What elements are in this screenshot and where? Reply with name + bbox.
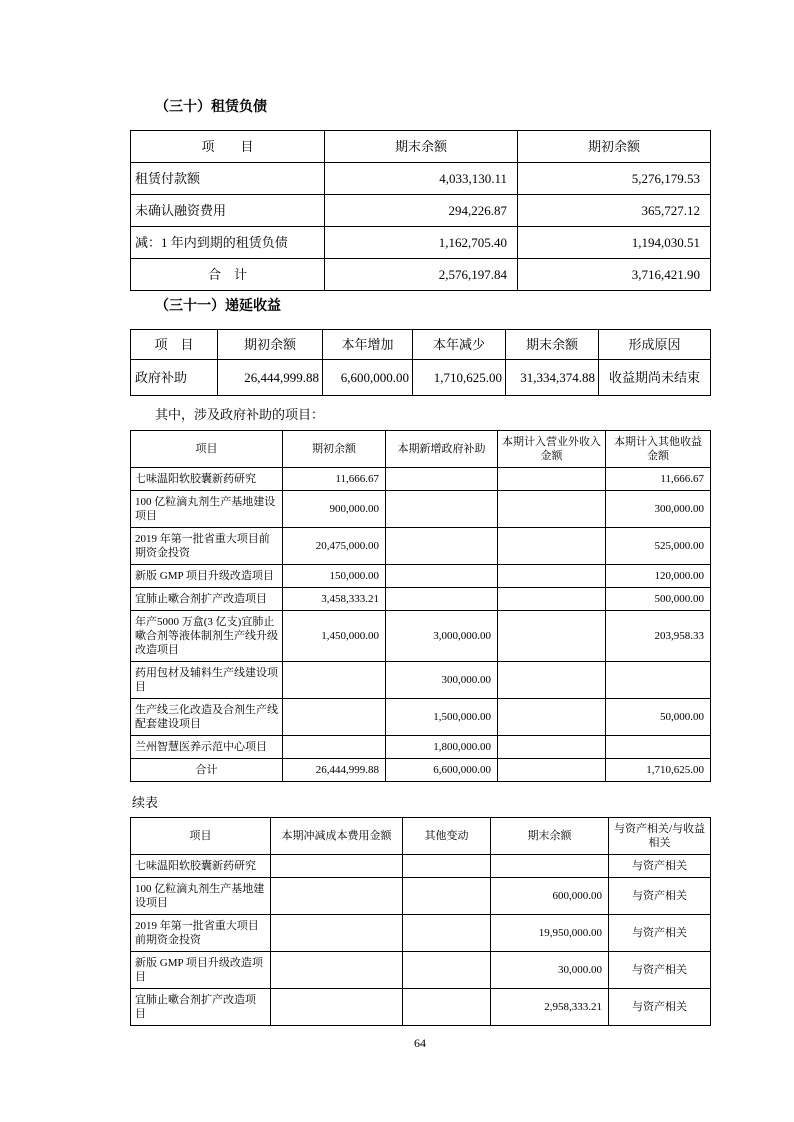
amount-cell <box>283 736 386 759</box>
amount-cell <box>403 989 491 1026</box>
project-name: 2019 年第一批省重大项目前期资金投资 <box>131 528 283 565</box>
table-row <box>131 699 711 736</box>
project-name: 新版 GMP 项目升级改造项目 <box>131 952 271 989</box>
amount-cell <box>271 878 403 915</box>
section-30-heading: （三十）租赁负债 <box>155 100 267 115</box>
table-row <box>131 468 711 491</box>
row-label: 政府补助 <box>131 360 218 396</box>
column-header-ending-balance: 期末余额 <box>506 330 599 360</box>
column-header-project: 项目 <box>131 818 271 855</box>
amount-cell: 120,000.00 <box>606 565 711 588</box>
table-row <box>131 855 711 878</box>
amount-cell: 1,710,625.00 <box>413 360 506 396</box>
project-name: 七味温阳软胶囊新药研究 <box>131 468 283 491</box>
amount-cell: 2,576,197.84 <box>325 259 518 291</box>
column-header-decrease: 本年减少 <box>413 330 506 360</box>
relation-cell: 与资产相关 <box>609 989 711 1026</box>
amount-cell: 30,000.00 <box>491 952 609 989</box>
table-header-row <box>131 330 711 360</box>
government-grants-continued-table <box>130 817 711 1026</box>
amount-cell: 525,000.00 <box>606 528 711 565</box>
amount-cell <box>498 468 606 491</box>
column-header-asset-or-income-related: 与资产相关/与收益相关 <box>609 818 711 855</box>
relation-cell: 与资产相关 <box>609 915 711 952</box>
relation-cell: 与资产相关 <box>609 855 711 878</box>
table-row <box>131 163 711 195</box>
table-row <box>131 989 711 1026</box>
amount-cell: 300,000.00 <box>606 491 711 528</box>
table-row <box>131 611 711 662</box>
reason-cell: 收益期尚未结束 <box>599 360 711 396</box>
column-header-beginning-balance: 期初余额 <box>283 431 386 468</box>
amount-cell: 900,000.00 <box>283 491 386 528</box>
amount-cell: 11,666.67 <box>606 468 711 491</box>
amount-cell: 6,600,000.00 <box>386 759 498 782</box>
amount-cell <box>403 952 491 989</box>
column-header-item: 项 目 <box>131 330 218 360</box>
project-name: 七味温阳软胶囊新药研究 <box>131 855 271 878</box>
amount-cell <box>403 878 491 915</box>
total-row-label: 合 计 <box>131 259 325 291</box>
amount-cell <box>498 611 606 662</box>
amount-cell: 26,444,999.88 <box>218 360 323 396</box>
continued-table-label: 续表 <box>132 795 159 810</box>
column-header-reason: 形成原因 <box>599 330 711 360</box>
column-header-increase: 本年增加 <box>323 330 413 360</box>
project-name: 新版 GMP 项目升级改造项目 <box>131 565 283 588</box>
amount-cell: 4,033,130.11 <box>325 163 518 195</box>
amount-cell <box>498 662 606 699</box>
table-row <box>131 662 711 699</box>
amount-cell: 500,000.00 <box>606 588 711 611</box>
row-label: 减：1 年内到期的租赁负债 <box>131 227 325 259</box>
table-row <box>131 915 711 952</box>
table-row-total <box>131 259 711 291</box>
page-number: 64 <box>414 1036 426 1050</box>
table-row <box>131 952 711 989</box>
project-name: 兰州智慧医养示范中心项目 <box>131 736 283 759</box>
column-header-ending-balance: 期末余额 <box>325 131 518 163</box>
column-header-other-changes: 其他变动 <box>403 818 491 855</box>
table-row <box>131 588 711 611</box>
project-name: 药用包材及辅料生产线建设项目 <box>131 662 283 699</box>
table-row <box>131 360 711 396</box>
amount-cell: 5,276,179.53 <box>518 163 711 195</box>
amount-cell: 19,950,000.00 <box>491 915 609 952</box>
table-header-row <box>131 131 711 163</box>
row-label: 未确认融资费用 <box>131 195 325 227</box>
project-name: 100 亿粒滴丸剂生产基地建设项目 <box>131 878 271 915</box>
amount-cell: 26,444,999.88 <box>283 759 386 782</box>
row-label: 租赁付款额 <box>131 163 325 195</box>
table-row <box>131 227 711 259</box>
amount-cell: 150,000.00 <box>283 565 386 588</box>
amount-cell <box>498 565 606 588</box>
table-row <box>131 736 711 759</box>
amount-cell <box>386 491 498 528</box>
table-row-total <box>131 759 711 782</box>
lease-liabilities-table <box>130 130 711 291</box>
column-header-beginning-balance: 期初余额 <box>518 131 711 163</box>
page-content <box>130 98 710 1026</box>
amount-cell: 294,226.87 <box>325 195 518 227</box>
amount-cell <box>498 491 606 528</box>
column-header-new-grants: 本期新增政府补助 <box>386 431 498 468</box>
amount-cell <box>498 759 606 782</box>
amount-cell <box>498 736 606 759</box>
amount-cell: 1,450,000.00 <box>283 611 386 662</box>
column-header-beginning-balance: 期初余额 <box>218 330 323 360</box>
project-name: 2019 年第一批省重大项目前期资金投资 <box>131 915 271 952</box>
project-name: 年产5000 万盒(3 亿支)宜肺止嗽合剂等液体制剂生产线升级改造项目 <box>131 611 283 662</box>
government-grants-table <box>130 430 711 782</box>
total-row-label: 合计 <box>131 759 283 782</box>
amount-cell <box>606 736 711 759</box>
relation-cell: 与资产相关 <box>609 952 711 989</box>
amount-cell: 11,666.67 <box>283 468 386 491</box>
column-header-nonoperating-income: 本期计入营业外收入金额 <box>498 431 606 468</box>
table-row <box>131 878 711 915</box>
amount-cell <box>386 528 498 565</box>
table-row <box>131 195 711 227</box>
amount-cell <box>491 855 609 878</box>
amount-cell: 1,500,000.00 <box>386 699 498 736</box>
amount-cell <box>386 468 498 491</box>
amount-cell: 365,727.12 <box>518 195 711 227</box>
amount-cell: 31,334,374.88 <box>506 360 599 396</box>
amount-cell: 1,194,030.51 <box>518 227 711 259</box>
amount-cell <box>403 915 491 952</box>
deferred-income-table <box>130 329 711 396</box>
amount-cell <box>403 855 491 878</box>
column-header-other-income: 本期计入其他收益金额 <box>606 431 711 468</box>
project-name: 宜肺止嗽合剂扩产改造项目 <box>131 989 271 1026</box>
table-row <box>131 565 711 588</box>
amount-cell: 2,958,333.21 <box>491 989 609 1026</box>
column-header-item: 项 目 <box>131 131 325 163</box>
column-header-project: 项目 <box>131 431 283 468</box>
amount-cell: 20,475,000.00 <box>283 528 386 565</box>
amount-cell: 203,958.33 <box>606 611 711 662</box>
amount-cell: 600,000.00 <box>491 878 609 915</box>
project-name: 宜肺止嗽合剂扩产改造项目 <box>131 588 283 611</box>
amount-cell: 1,710,625.00 <box>606 759 711 782</box>
amount-cell: 300,000.00 <box>386 662 498 699</box>
column-header-cost-offset: 本期冲减成本费用金额 <box>271 818 403 855</box>
table-header-row <box>131 818 711 855</box>
amount-cell <box>271 952 403 989</box>
amount-cell <box>271 915 403 952</box>
amount-cell <box>283 662 386 699</box>
section-31-heading: （三十一）递延收益 <box>155 299 281 314</box>
amount-cell <box>606 662 711 699</box>
amount-cell: 3,000,000.00 <box>386 611 498 662</box>
amount-cell: 6,600,000.00 <box>323 360 413 396</box>
project-name: 100 亿粒滴丸剂生产基地建设项目 <box>131 491 283 528</box>
amount-cell: 3,716,421.90 <box>518 259 711 291</box>
amount-cell <box>271 989 403 1026</box>
project-name: 生产线三化改造及合剂生产线配套建设项目 <box>131 699 283 736</box>
table-header-row <box>131 431 711 468</box>
amount-cell <box>283 699 386 736</box>
table-row <box>131 491 711 528</box>
relation-cell: 与资产相关 <box>609 878 711 915</box>
column-header-ending-balance: 期末余额 <box>491 818 609 855</box>
table-row <box>131 528 711 565</box>
amount-cell: 1,800,000.00 <box>386 736 498 759</box>
amount-cell <box>498 699 606 736</box>
amount-cell <box>498 528 606 565</box>
amount-cell <box>386 565 498 588</box>
amount-cell: 3,458,333.21 <box>283 588 386 611</box>
amount-cell <box>498 588 606 611</box>
amount-cell <box>271 855 403 878</box>
amount-cell <box>386 588 498 611</box>
amount-cell: 50,000.00 <box>606 699 711 736</box>
amount-cell: 1,162,705.40 <box>325 227 518 259</box>
grants-note: 其中，涉及政府补助的项目： <box>155 407 325 422</box>
